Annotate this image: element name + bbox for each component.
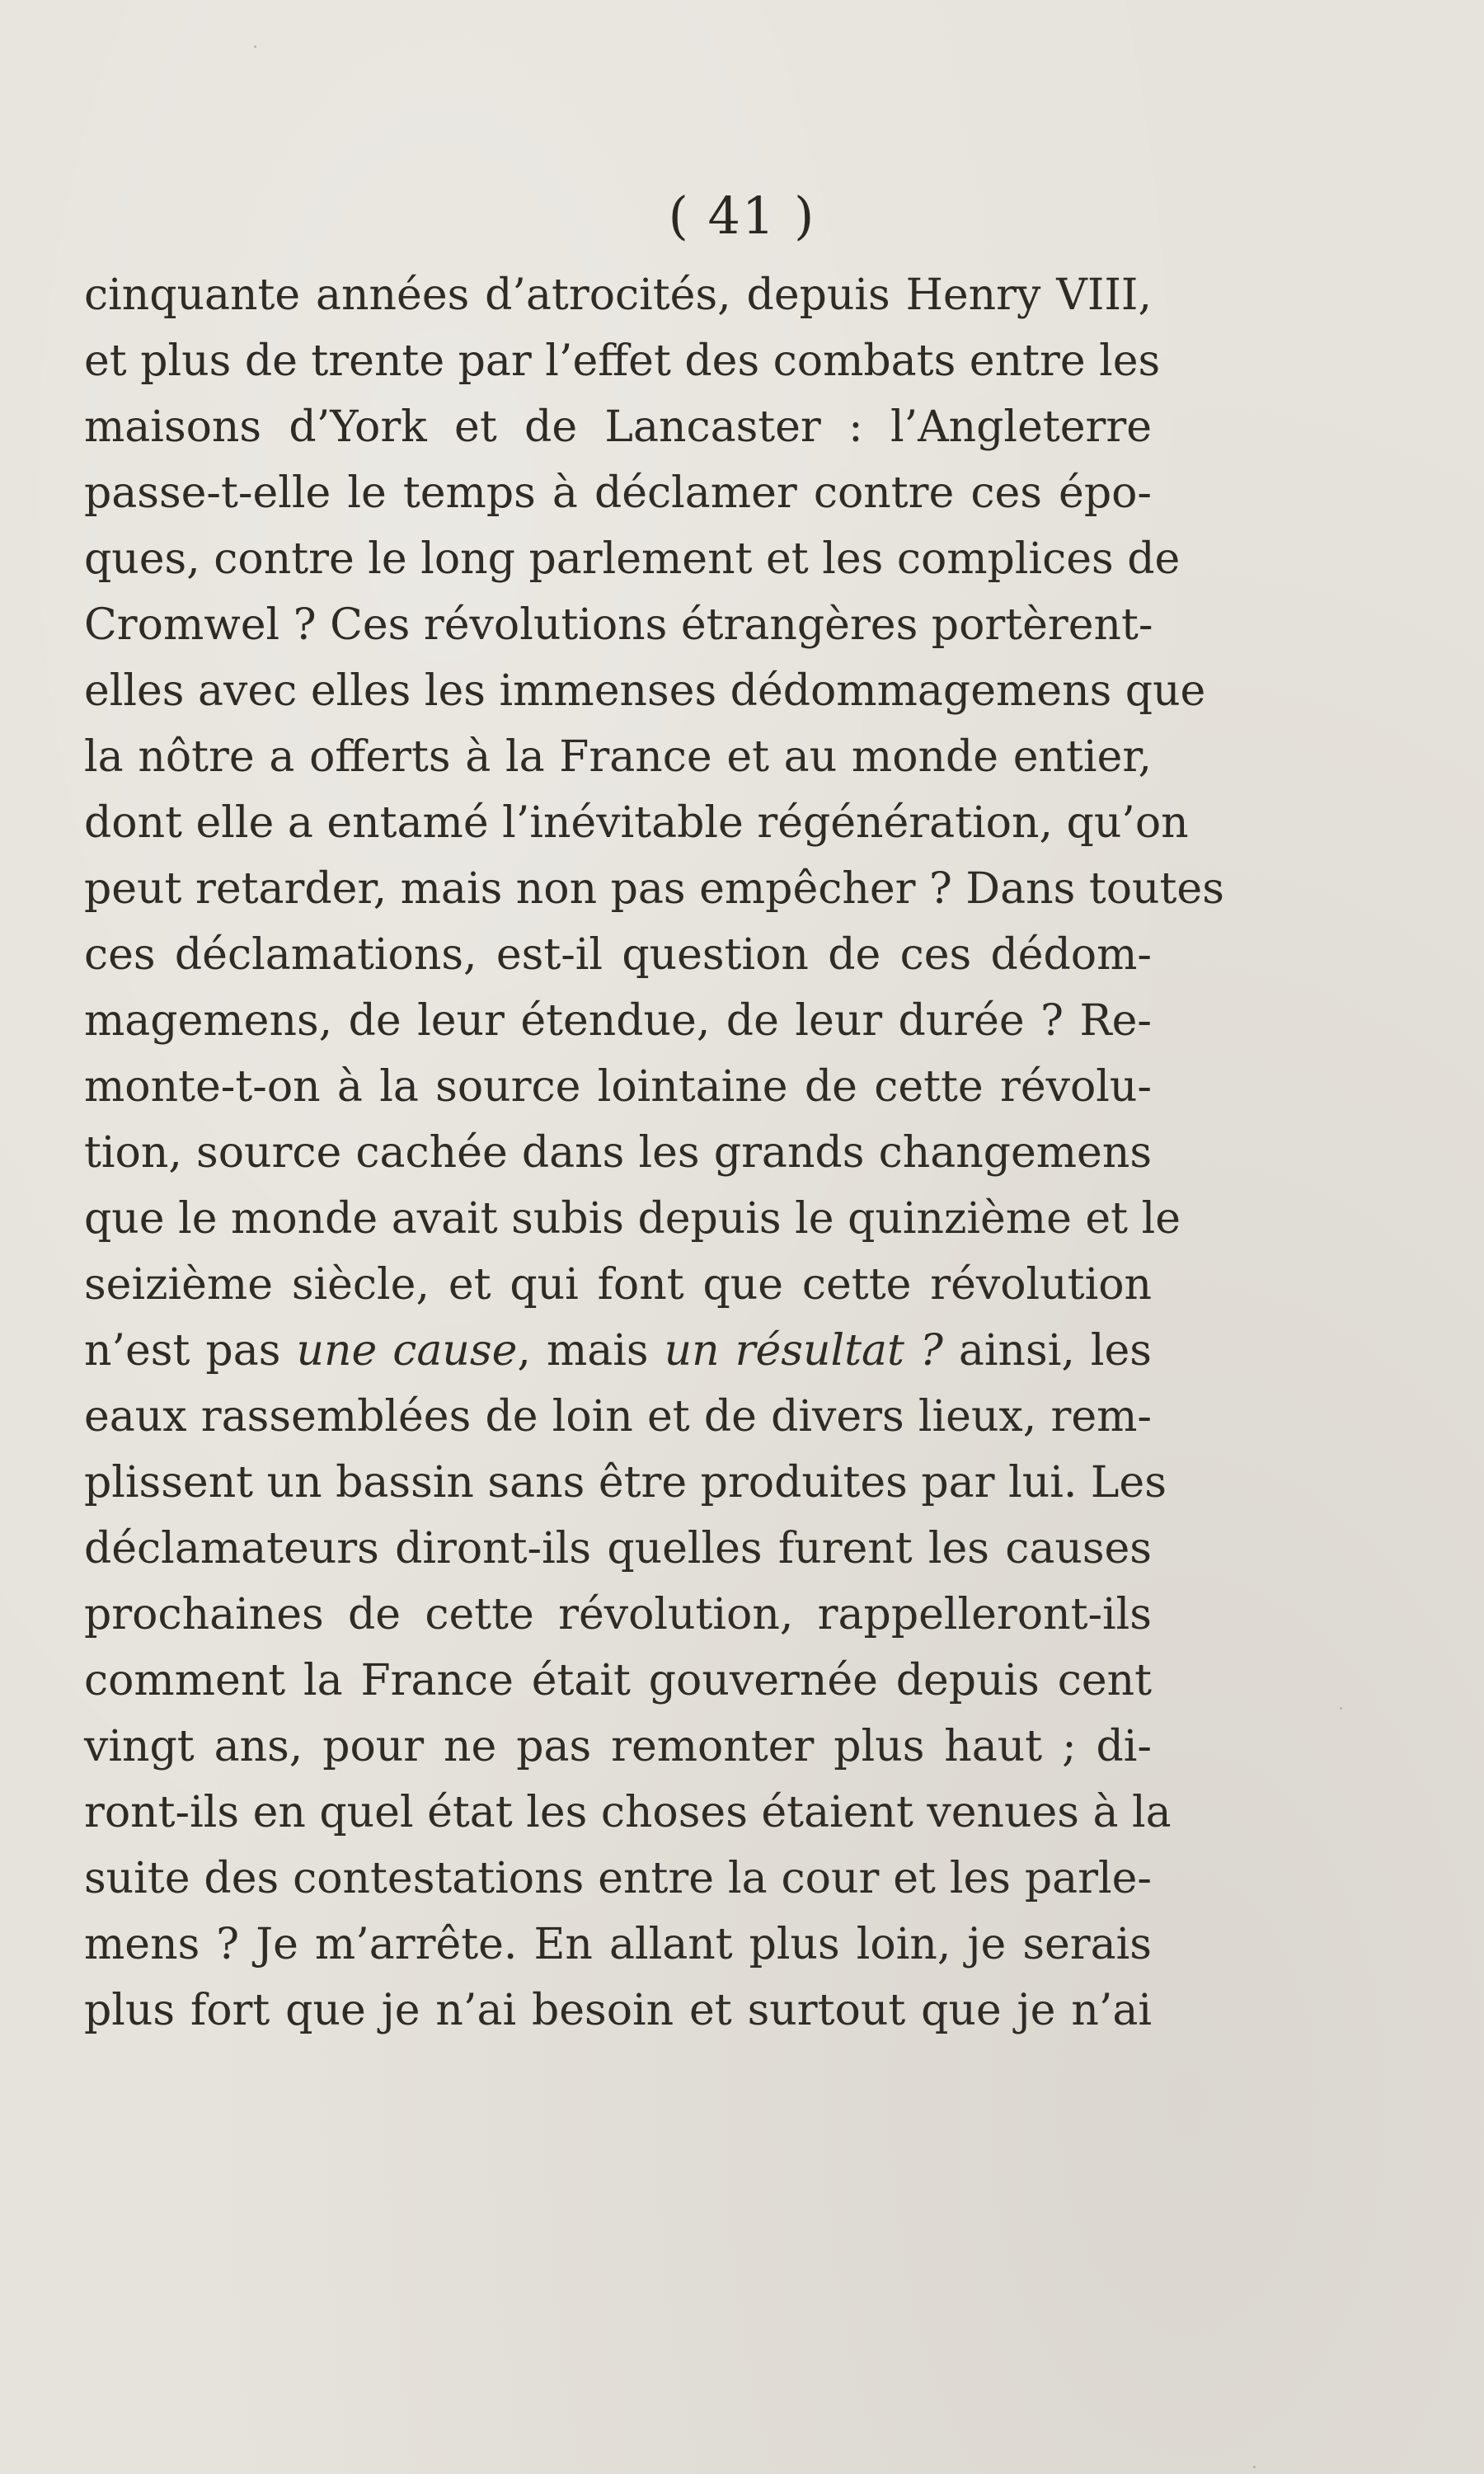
text-line: déclamateurs diront-ils quelles furent les causes: [84, 1524, 1152, 1573]
text-line: tion, source cachée dans les grands changemens: [84, 1128, 1152, 1178]
text-line: ques, contre le long parlement et les complices de: [84, 534, 1181, 584]
text-segment: n’est pas: [84, 1326, 297, 1376]
text-line: plus fort que je n’ai besoin et surtout que je n’ai: [84, 1986, 1152, 2035]
text-line: cinquante années d’atrocités, depuis Henry VIII,: [84, 270, 1152, 320]
paper-speck: [254, 45, 256, 48]
body-text: [84, 262, 1224, 2044]
text-line: magemens, de leur étendue, de leur durée ? Re-: [84, 996, 1152, 1046]
text-line: ces déclamations, est-il question de ces dédom-: [84, 930, 1152, 980]
text-segment: , mais: [517, 1326, 665, 1376]
text-line: elles avec elles les immenses dédommagemens que: [84, 666, 1206, 716]
text-line: prochaines de cette révolution, rappelleront-ils: [84, 1590, 1152, 1639]
text-line: monte-t-on à la source lointaine de cette révolu-: [84, 1062, 1152, 1112]
text-line: la nôtre a offerts à la France et au monde entier,: [84, 732, 1152, 782]
paper-speck: [1340, 1707, 1342, 1710]
text-line: Cromwel ? Ces révolutions étrangères portèrent-: [84, 600, 1153, 650]
text-line: peut retarder, mais non pas empêcher ? Dans toutes: [84, 864, 1224, 914]
text-line: eaux rassemblées de loin et de divers lieux, rem-: [84, 1392, 1152, 1442]
paper-speck: [1253, 2466, 1256, 2468]
text-line: vingt ans, pour ne pas remonter plus haut ; di-: [84, 1722, 1152, 1771]
italic-phrase: un résultat ?: [664, 1326, 943, 1376]
page-number: ( 41 ): [668, 186, 816, 246]
text-line: seizième siècle, et qui font que cette révolution: [84, 1260, 1152, 1310]
text-line: que le monde avait subis depuis le quinzième et le: [84, 1194, 1181, 1244]
text-line: passe-t-elle le temps à déclamer contre ces épo-: [84, 468, 1152, 518]
text-line: comment la France était gouvernée depuis cent: [84, 1656, 1152, 1705]
text-line: maisons d’York et de Lancaster : l’Angleterre: [84, 402, 1152, 452]
italic-phrase: une cause: [296, 1326, 518, 1376]
text-line: ront-ils en quel état les choses étaient venues à la: [84, 1788, 1172, 1837]
text-line: dont elle a entamé l’inévitable régénération, qu’on: [84, 798, 1189, 848]
text-segment: ainsi, les: [942, 1326, 1152, 1376]
text-line: suite des contestations entre la cour et les parle-: [84, 1854, 1152, 1903]
text-line-with-italics: [84, 1318, 1152, 1384]
text-line: plissent un bassin sans être produites par lui. Les: [84, 1458, 1167, 1507]
text-line: mens ? Je m’arrête. En allant plus loin, je serais: [84, 1920, 1152, 1969]
text-line: et plus de trente par l’effet des combats entre les: [84, 336, 1161, 386]
